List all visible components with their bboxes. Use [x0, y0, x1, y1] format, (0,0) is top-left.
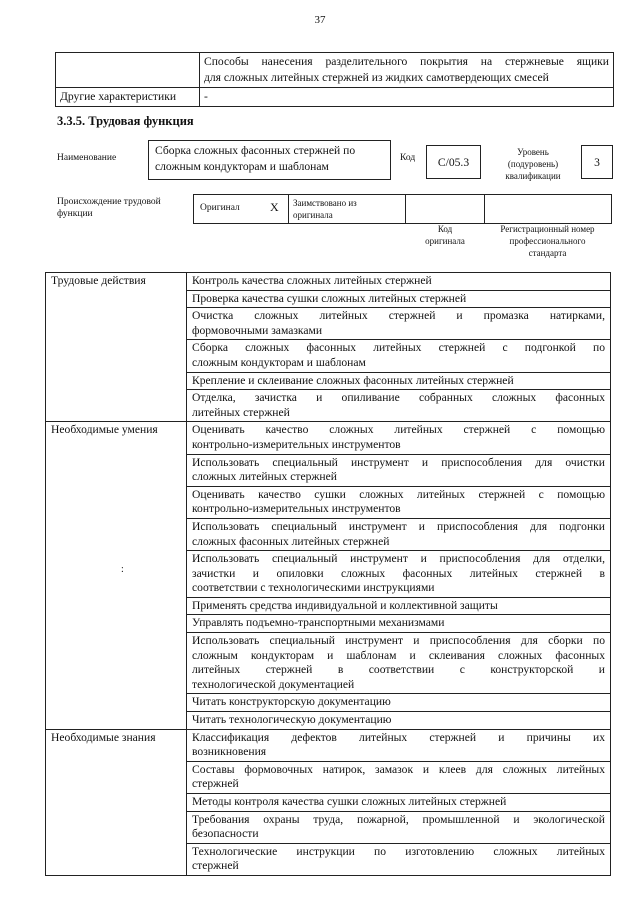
code-value: C/05.3	[437, 155, 470, 169]
origin-label-line: функции	[57, 209, 93, 219]
item-line: Сборка сложных фасонных литейных стержней с подгонкой по	[192, 341, 605, 355]
item-line: сложным кондукторам и шаблонам и склеивания сложных фасонных	[192, 648, 605, 662]
value-line: Способы нанесения разделительного покрытия на стержневые ящики	[204, 55, 609, 68]
cell-divider	[484, 195, 485, 223]
level-value-box	[581, 145, 613, 179]
item-line: Составы формовочных натирок, замазок и клеев для сложных литейных	[192, 762, 605, 776]
function-name-line: сложным кондукторам и шаблонам	[155, 160, 329, 173]
value-line: для сложных литейных стержней из жидких самотвердеющих смесей	[204, 71, 549, 84]
table-cell-item	[187, 422, 611, 454]
original-label: Оригинал	[200, 203, 240, 213]
item-line: Проверка качества сушки сложных литейных стержней	[192, 291, 467, 305]
level-label	[488, 146, 578, 182]
table-cell-item	[187, 615, 611, 633]
table-cell-label: Другие характеристики	[56, 88, 200, 107]
item-line: формовочными замазками	[192, 323, 323, 337]
reg-number-label	[485, 223, 610, 259]
origin-label	[57, 196, 161, 220]
borrowed-label-line: Заимствовано из	[293, 198, 357, 208]
function-name-box	[148, 140, 391, 180]
table-cell-item	[187, 729, 611, 761]
table-cell-item	[187, 551, 611, 598]
level-value: 3	[594, 155, 600, 169]
item-line: Методы контроля качества сушки сложных литейных стержней	[192, 795, 507, 808]
table-cell-item	[187, 597, 611, 615]
item-line: контрольно-измерительных инструментов	[192, 502, 401, 516]
item-line: литейных стержней в соответствии с конструкторской и	[192, 663, 605, 677]
item-line: контрольно-измерительных инструментов	[192, 437, 401, 451]
item-line: сложных литейных стержней	[192, 470, 337, 484]
item-line: Управлять подъемно-транспортными механизмами	[192, 616, 445, 630]
item-line: стержней	[192, 859, 239, 873]
code-original-line: Код	[437, 224, 453, 234]
table-cell-item	[187, 712, 611, 730]
table-row	[46, 729, 611, 761]
name-label: Наименование	[57, 153, 117, 163]
section-title-cell	[46, 422, 187, 729]
section-heading: 3.3.5. Трудовая функция	[57, 114, 194, 128]
reg-number-line: стандарта	[528, 248, 567, 258]
item-line: зачистки и опиловки сложных фасонных литейных стержней в	[192, 566, 605, 580]
item-line: Использовать специальный инструмент и приспособления для сборки по	[192, 634, 605, 648]
section-title: Необходимые умения	[51, 423, 158, 437]
reg-number-line: профессионального	[509, 236, 586, 246]
item-line: Очистка сложных литейных стержней и промазка натирками,	[192, 309, 605, 323]
level-label-line: (подуровень)	[507, 159, 559, 169]
borrowed-label	[293, 197, 357, 221]
table-cell-item	[187, 794, 611, 812]
table-cell-item	[187, 761, 611, 793]
table-row	[46, 273, 611, 291]
item-line: сложных фасонных литейных стержней	[192, 534, 390, 548]
section-title: Необходимые знания	[51, 730, 156, 744]
page-number: 37	[314, 14, 326, 26]
table-cell-item	[187, 486, 611, 518]
section-title-cell	[46, 729, 187, 875]
table-cell-item	[187, 372, 611, 390]
item-line: Контроль качества сложных литейных стержней	[192, 274, 432, 287]
origin-label-line: Происхождение трудовой	[57, 197, 161, 207]
item-line: Использовать специальный инструмент и приспособления для отделки,	[192, 552, 605, 566]
origin-table	[193, 194, 612, 224]
table-cell-item	[187, 843, 611, 875]
code-original-line: оригинала	[425, 236, 465, 246]
item-line: Использовать специальный инструмент и приспособления для подгонки	[192, 519, 605, 533]
item-line: безопасности	[192, 827, 259, 841]
table-cell-item	[187, 273, 611, 291]
item-line: сложным кондукторам и шаблонам	[192, 355, 366, 369]
table-cell-item	[187, 454, 611, 486]
item-line: Оценивать качество сушки сложных литейных стержней с помощью	[192, 487, 605, 501]
function-name-line: Сборка сложных фасонных стержней по	[155, 144, 356, 157]
original-mark: X	[270, 200, 279, 214]
code-original-label	[408, 223, 482, 247]
borrowed-label-line: оригинала	[293, 210, 333, 220]
table-cell-item	[187, 633, 611, 694]
item-line: Читать технологическую документацию	[192, 713, 392, 727]
stray-mark: :	[121, 564, 124, 576]
item-line: Использовать специальный инструмент и приспособления для очистки	[192, 455, 605, 469]
item-line: технологической документацией	[192, 677, 355, 691]
table-row	[56, 53, 614, 88]
code-label: Код	[400, 153, 416, 163]
code-value-box	[426, 145, 481, 179]
item-line: соответствии с технологическими инструкциями	[192, 581, 435, 595]
reg-number-line: Регистрационный номер	[500, 224, 595, 234]
labor-function-table	[45, 272, 611, 876]
item-line: Классификация дефектов литейных стержней и причины их	[192, 730, 605, 744]
table-cell-item	[187, 694, 611, 712]
section-title-cell	[46, 273, 187, 422]
item-line: возникновения	[192, 745, 267, 759]
section-title: Трудовые действия	[51, 274, 146, 287]
table-row	[46, 422, 611, 454]
item-line: Читать конструкторскую документацию	[192, 695, 391, 709]
table-row	[56, 88, 614, 107]
cell-divider	[288, 195, 289, 223]
item-line: Крепление и склеивание сложных фасонных литейных стержней	[192, 373, 514, 387]
item-line: Оценивать качество сложных литейных стержней с помощью	[192, 423, 605, 437]
item-line: стержней	[192, 777, 239, 791]
table-cell-item	[187, 290, 611, 308]
item-line: Технологические инструкции по изготовлению сложных литейных	[192, 844, 605, 858]
cell-divider	[405, 195, 406, 223]
characteristics-table	[55, 52, 614, 107]
table-cell-value: -	[200, 88, 614, 107]
table-cell-item	[187, 811, 611, 843]
level-label-line: квалификации	[505, 171, 561, 181]
table-cell-item	[187, 390, 611, 422]
table-cell-item	[187, 308, 611, 340]
table-cell-value	[200, 53, 614, 88]
table-cell-item	[187, 518, 611, 550]
table-cell-item	[187, 340, 611, 372]
item-line: Отделка, зачистка и опиливание собранных сложных фасонных	[192, 391, 605, 405]
level-label-line: Уровень	[517, 147, 549, 157]
item-line: Применять средства индивидуальной и коллективной защиты	[192, 598, 498, 612]
item-line: Требования охраны труда, пожарной, промышленной и экологической	[192, 812, 605, 826]
table-cell-empty	[56, 53, 200, 88]
item-line: литейных стержней	[192, 405, 290, 419]
